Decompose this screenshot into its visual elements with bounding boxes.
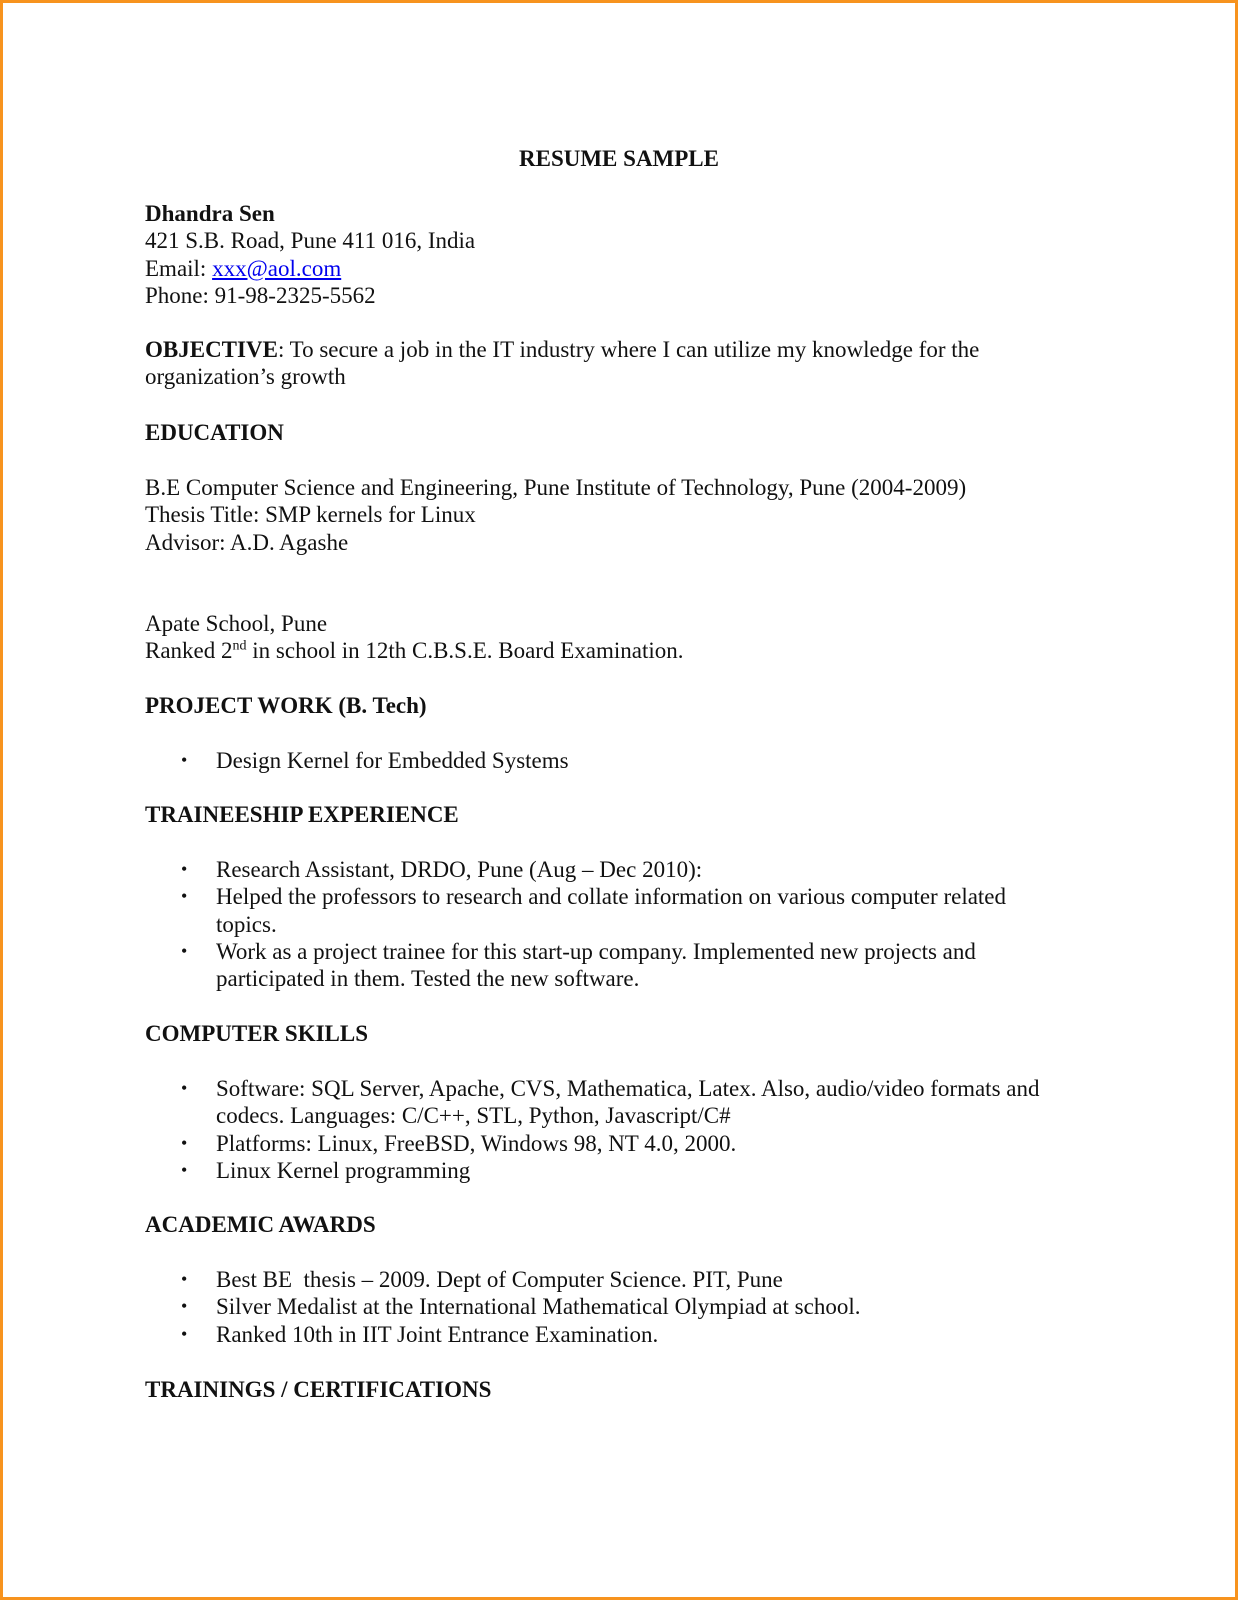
list-item: • Silver Medalist at the International Mathematical Olympiad at school. bbox=[145, 1293, 860, 1320]
school: Apate School, Pune bbox=[145, 611, 328, 636]
email-line bbox=[145, 255, 475, 282]
school-rank bbox=[145, 637, 684, 664]
list-item: • Research Assistant, DRDO, Pune (Aug – Dec 2010): bbox=[145, 856, 1006, 883]
candidate-name: Dhandra Sen bbox=[145, 201, 275, 226]
rank-pre: Ranked 2 bbox=[145, 638, 233, 664]
thesis: Thesis Title: SMP kernels for Linux bbox=[145, 502, 476, 528]
rank-post: in school in 12th C.B.S.E. Board Examination. bbox=[246, 638, 684, 664]
list-item-cont: topics. bbox=[216, 911, 277, 937]
list-item-cont: codecs. Languages: C/C++, STL, Python, Javascript/C# bbox=[216, 1103, 731, 1129]
list-item: • Platforms: Linux, FreeBSD, Windows 98, NT 4.0, 2000. bbox=[145, 1130, 1039, 1157]
objective-text-cont: organization’s growth bbox=[145, 364, 346, 390]
trainings-heading: TRAININGS / CERTIFICATIONS bbox=[145, 1377, 492, 1402]
advisor: Advisor: A.D. Agashe bbox=[145, 529, 349, 555]
awards-list bbox=[145, 1266, 860, 1348]
education-school-block bbox=[145, 610, 684, 665]
contact-block bbox=[145, 200, 475, 309]
list-item: • Helped the professors to research and collate information on various computer related bbox=[145, 883, 1006, 910]
list-item: • Ranked 10th in IIT Joint Entrance Examination. bbox=[145, 1321, 860, 1348]
email-label: Email: bbox=[145, 255, 213, 281]
objective-heading: OBJECTIVE bbox=[145, 337, 278, 362]
email-link[interactable]: xxx@aol.com bbox=[212, 255, 342, 281]
project-heading: PROJECT WORK (B. Tech) bbox=[145, 693, 427, 718]
traineeship-heading: TRAINEESHIP EXPERIENCE bbox=[145, 802, 459, 827]
rank-sup: nd bbox=[232, 638, 247, 654]
list-item: • Software: SQL Server, Apache, CVS, Mathematica, Latex. Also, audio/video formats and bbox=[145, 1075, 1039, 1102]
skills-list bbox=[145, 1075, 1039, 1184]
traineeship-list bbox=[145, 856, 1006, 992]
document-title: RESUME SAMPLE bbox=[519, 146, 719, 171]
education-heading: EDUCATION bbox=[145, 420, 284, 445]
objective-section bbox=[145, 336, 979, 391]
degree: B.E Computer Science and Engineering, Pune Institute of Technology, Pune (2004-2009) bbox=[145, 475, 967, 500]
list-item: • Linux Kernel programming bbox=[145, 1157, 1039, 1184]
list-item: • Work as a project trainee for this start-up company. Implemented new projects and bbox=[145, 938, 1006, 965]
objective-text: : To secure a job in the IT industry where I can utilize my knowledge for the bbox=[277, 337, 980, 362]
awards-heading: ACADEMIC AWARDS bbox=[145, 1212, 376, 1237]
education-degree-block bbox=[145, 474, 966, 556]
project-list bbox=[145, 747, 569, 774]
address: 421 S.B. Road, Pune 411 016, India bbox=[145, 228, 476, 254]
phone: Phone: 91-98-2325-5562 bbox=[145, 282, 376, 308]
list-item: • Design Kernel for Embedded Systems bbox=[145, 747, 569, 774]
skills-heading: COMPUTER SKILLS bbox=[145, 1021, 369, 1046]
list-item-cont: participated in them. Tested the new software. bbox=[216, 966, 640, 992]
list-item: • Best BE thesis – 2009. Dept of Computer Science. PIT, Pune bbox=[145, 1266, 860, 1293]
